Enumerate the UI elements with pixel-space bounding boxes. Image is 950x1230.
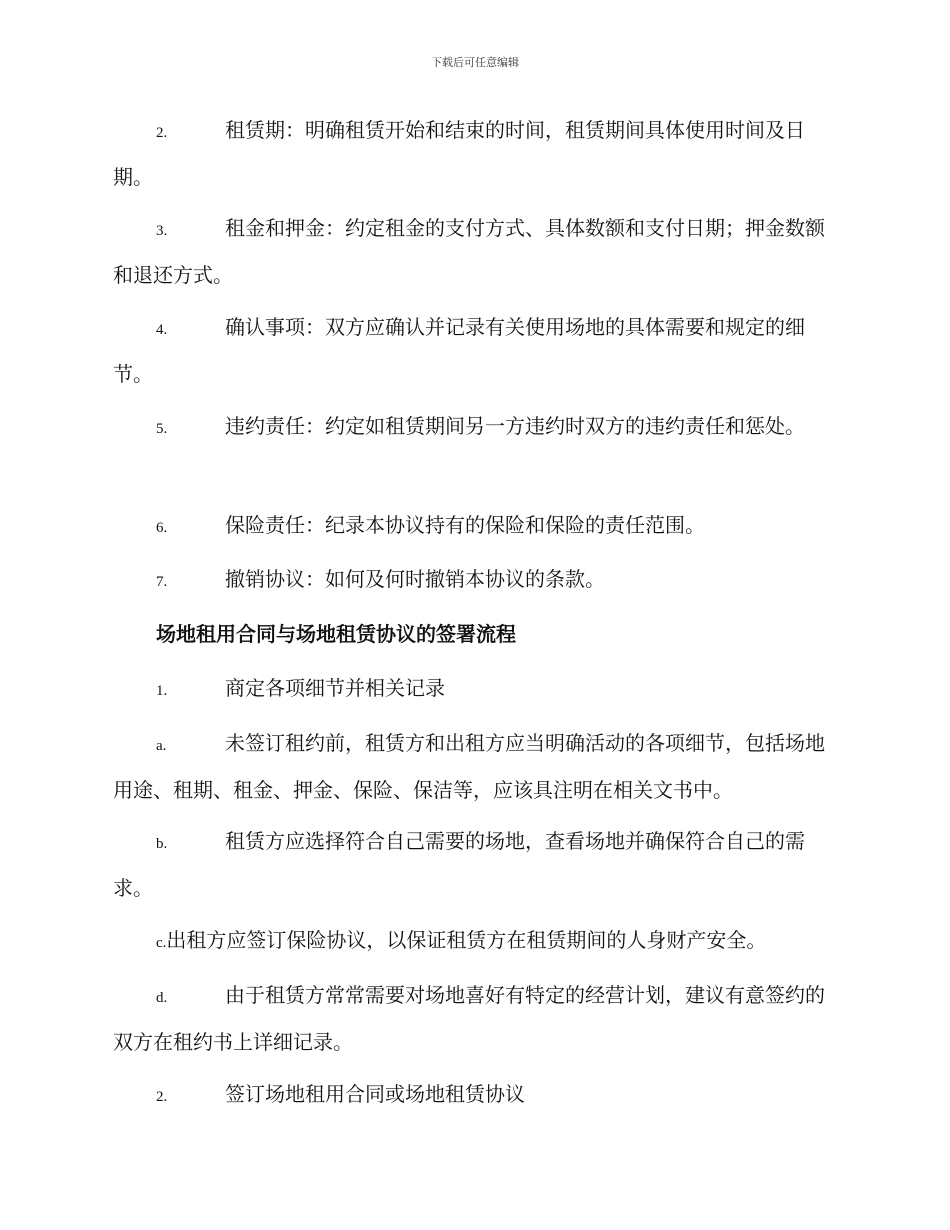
list-item (113, 819, 837, 910)
item-number: 6. (156, 520, 168, 536)
item-text: 商定各项细节并相关记录 (225, 676, 445, 700)
item-number: c. (156, 935, 167, 951)
item-text: 由于租赁方常常需要对场地喜好有特定的经营计划，建议有意签约的双方在租约书上详细记录。 (113, 983, 825, 1054)
list-item (113, 206, 837, 297)
list-item (113, 1072, 837, 1119)
list-item (113, 108, 837, 199)
item-text: 租金和押金：约定租金的支付方式、具体数额和支付日期；押金数额和退还方式。 (113, 216, 825, 287)
list-item (113, 503, 837, 550)
item-number: 2. (156, 1089, 168, 1105)
list-item (113, 666, 837, 713)
item-number: 4. (156, 322, 168, 338)
item-text: 违约责任：约定如租赁期间另一方违约时双方的违约责任和惩处。 (225, 414, 805, 438)
list-item (113, 973, 837, 1064)
item-number: b. (156, 836, 168, 852)
list-item (113, 404, 837, 451)
item-text: 租赁期：明确租赁开始和结束的时间，租赁期间具体使用时间及日期。 (113, 118, 805, 189)
item-text: 确认事项：双方应确认并记录有关使用场地的具体需要和规定的细节。 (113, 315, 805, 386)
item-text: 签订场地租用合同或场地租赁协议 (225, 1082, 525, 1106)
list-item (113, 918, 837, 965)
item-number: a. (156, 738, 167, 754)
item-text: 租赁方应选择符合自己需要的场地，查看场地并确保符合自己的需求。 (113, 829, 805, 900)
item-number: 1. (156, 683, 168, 699)
item-number: 3. (156, 223, 168, 239)
item-number: 5. (156, 421, 168, 437)
list-item (113, 721, 837, 812)
item-text: 未签订租约前，租赁方和出租方应当明确活动的各项细节，包括场地用途、租期、租金、押金、保险、保洁等，应该具注明在相关文书中。 (113, 731, 825, 802)
item-number: 7. (156, 574, 168, 590)
item-text: 保险责任：纪录本协议持有的保险和保险的责任范围。 (225, 513, 705, 537)
item-number: d. (156, 990, 168, 1006)
item-text: 出租方应签订保险协议，以保证租赁方在租赁期间的人身财产安全。 (166, 928, 767, 952)
list-item (113, 557, 837, 604)
list-item (113, 305, 837, 396)
item-number: 2. (156, 125, 168, 141)
section-title: 场地租用合同与场地租赁协议的签署流程 (156, 622, 516, 646)
item-text: 撤销协议：如何及何时撤销本协议的条款。 (225, 567, 605, 591)
page-header: 下载后可任意编辑 (431, 56, 519, 69)
